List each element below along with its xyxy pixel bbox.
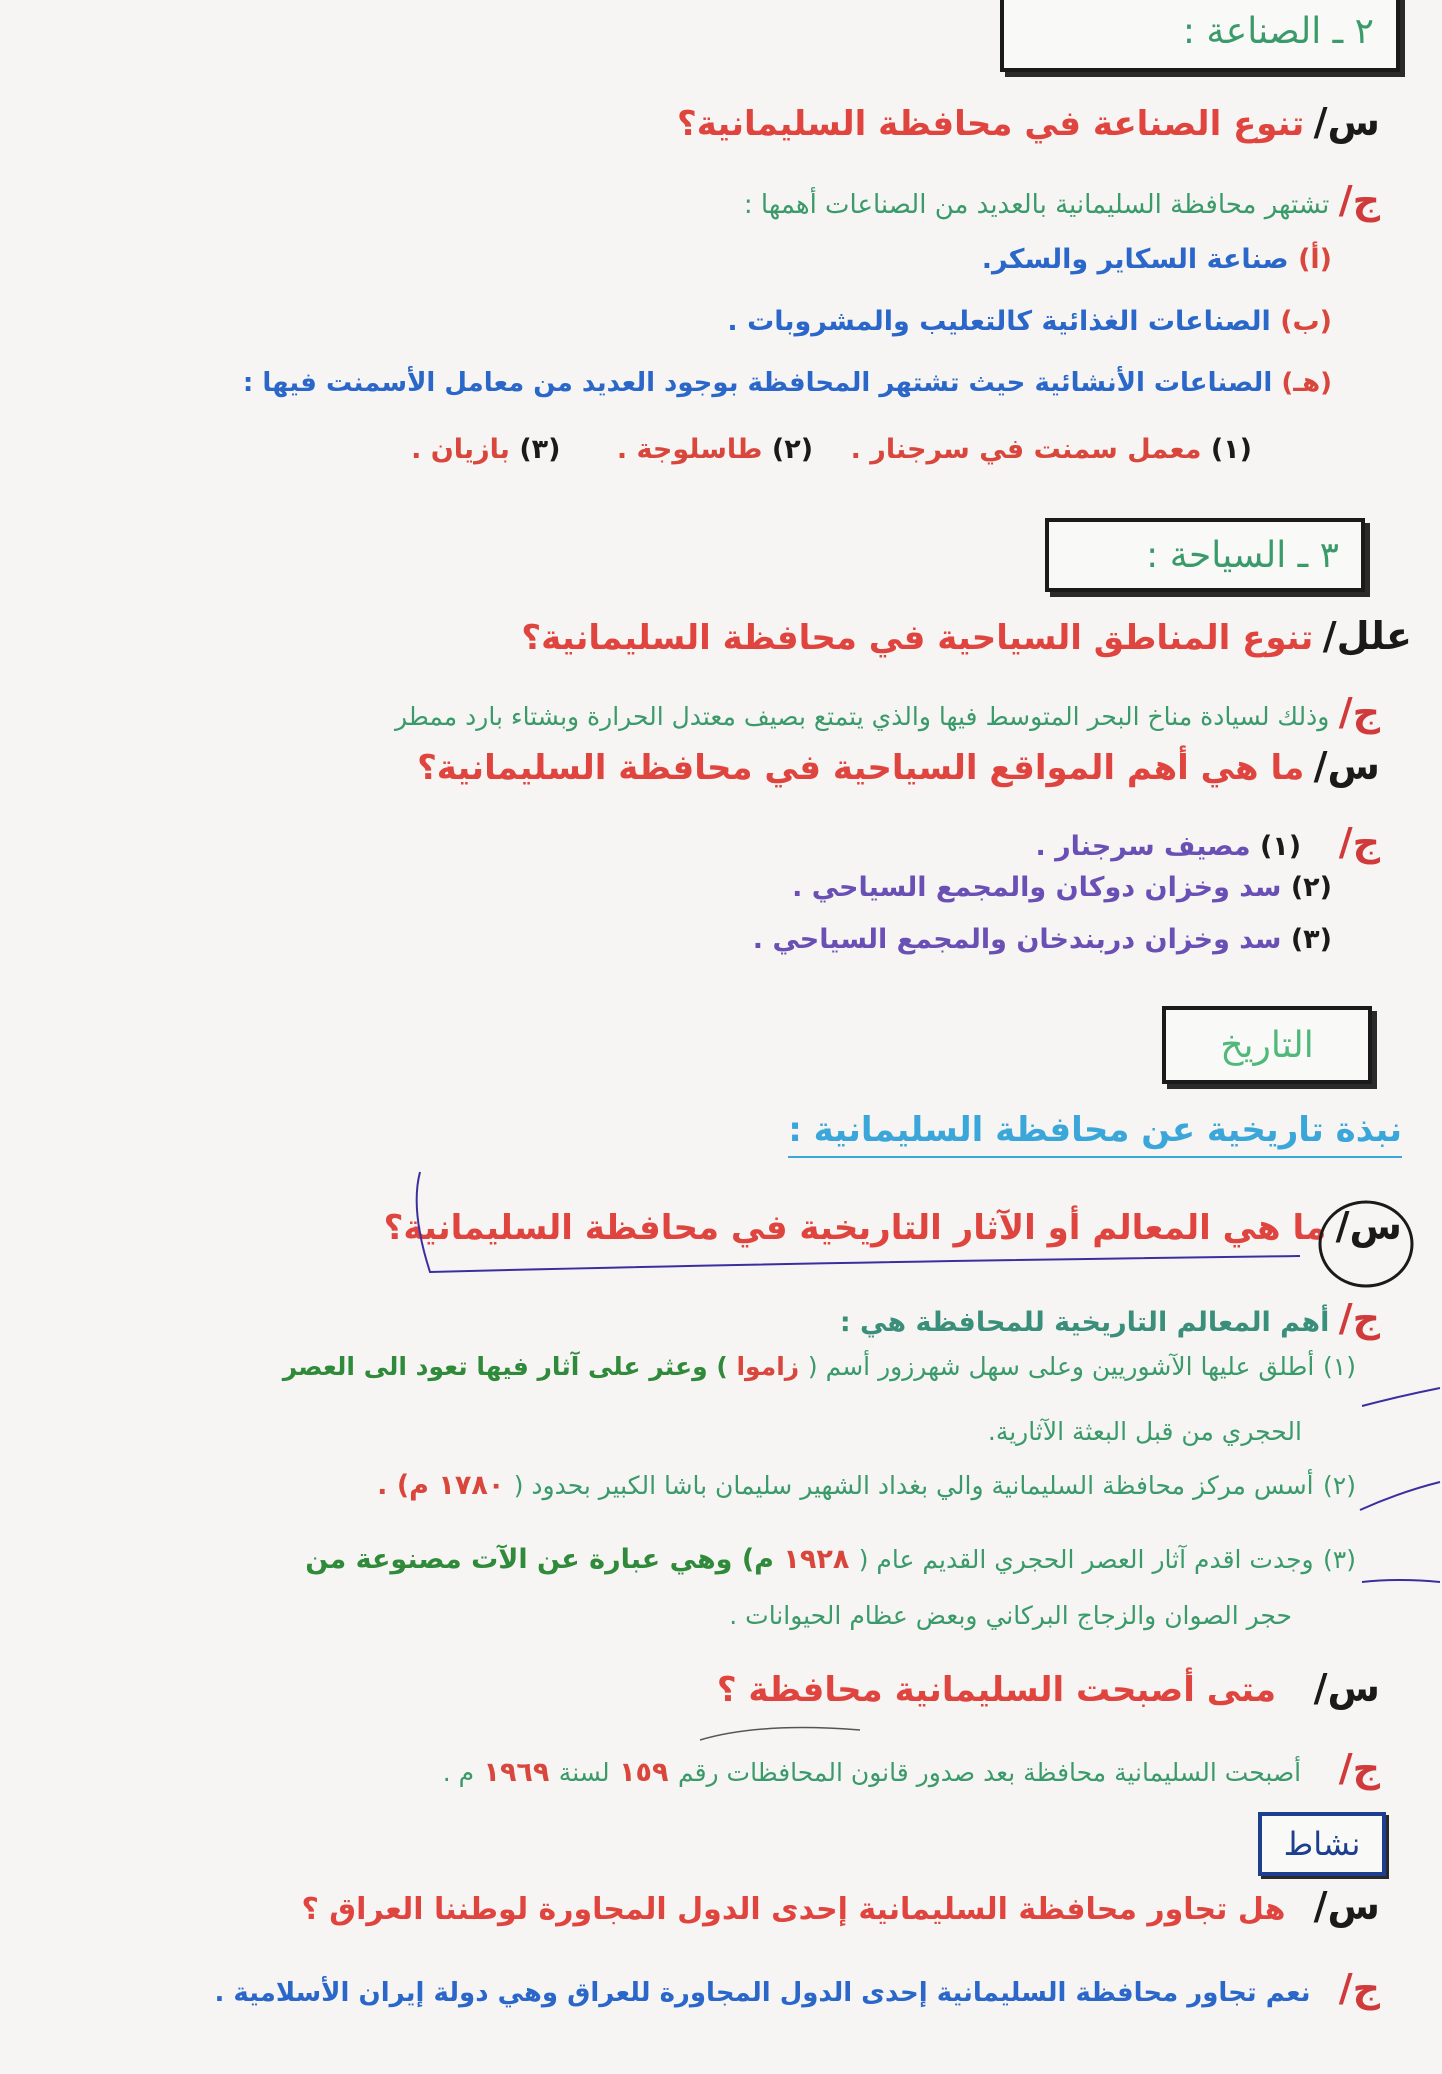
history-answer-intro-text: أهم المعالم التاريخية للمحافظة هي : xyxy=(839,1307,1330,1338)
answer-marker: ج/ xyxy=(1338,1296,1380,1340)
item-label: (أ) xyxy=(1298,244,1332,275)
activity-section-title: نشاط xyxy=(1283,1825,1361,1863)
history-point-3-cont xyxy=(729,1600,1292,1631)
activity-answer xyxy=(214,1966,1380,2010)
point-number: (١) xyxy=(1323,1352,1356,1381)
tourism-sites-text: ما هي أهم المواقع السياحية في محافظة السليمانية؟ xyxy=(417,748,1305,788)
point-text-b: م) . xyxy=(377,1470,429,1501)
tourism-sites-question xyxy=(417,744,1380,788)
question-marker: س/ xyxy=(1313,1884,1380,1928)
history-subtitle xyxy=(788,1110,1402,1158)
history-question-2-text: متى أصبحت السليمانية محافظة ؟ xyxy=(716,1670,1277,1710)
point-year: ١٧٨٠ xyxy=(438,1470,505,1501)
history-answer-intro xyxy=(840,1296,1380,1340)
history-section-title: التاريخ xyxy=(1220,1024,1314,1066)
activity-answer-text: نعم تجاور محافظة السليمانية إحدى الدول المجاورة للعراق وهي دولة إيران الأسلامية . xyxy=(214,1978,1311,2008)
tourism-why-answer xyxy=(395,690,1380,734)
item-text: الصناعات الغذائية كالتعليب والمشروبات . xyxy=(727,306,1271,337)
item-label: (ب) xyxy=(1280,306,1332,337)
plant-number: (٣) xyxy=(519,434,561,465)
point-text-a: وجدت اقدم آثار العصر الحجري القديم عام ( xyxy=(858,1545,1314,1574)
activity-question-text: هل تجاور محافظة السليمانية إحدى الدول المجاورة لوطننا العراق ؟ xyxy=(301,1892,1286,1927)
margin-stroke-2 xyxy=(1360,1482,1440,1510)
question-marker: س/ xyxy=(1313,744,1380,788)
law-year: ١٩٦٩ xyxy=(483,1757,550,1788)
industry-question xyxy=(677,100,1380,144)
point-text-a: أسس مركز محافظة السليمانية والي بغداد الشهير سليمان باشا الكبير بحدود ( xyxy=(513,1471,1314,1500)
tourism-site-3 xyxy=(753,924,1332,955)
answer-text-a: أصبحت السليمانية محافظة بعد صدور قانون المحافظات رقم xyxy=(677,1758,1302,1787)
history-question-1 xyxy=(384,1204,1402,1248)
answer-marker: ج/ xyxy=(1338,690,1380,734)
answer-text-c: م . xyxy=(442,1758,475,1787)
history-question-2 xyxy=(717,1666,1380,1710)
industry-item-a xyxy=(982,244,1332,275)
point-text-c: حجر الصوان والزجاج البركاني وبعض عظام الحيوانات . xyxy=(729,1601,1292,1630)
industry-answer-text: تشتهر محافظة السليمانية بالعديد من الصناعات أهمها : xyxy=(743,190,1330,220)
site-number: (٢) xyxy=(1290,872,1332,903)
point-text-b: م) وهي عبارة عن الآت مصنوعة من xyxy=(305,1544,774,1575)
site-number: (١) xyxy=(1259,831,1302,862)
history-point-1 xyxy=(283,1352,1356,1381)
question-marker: س/ xyxy=(1335,1204,1402,1248)
answer-marker: ج/ xyxy=(1338,1746,1380,1790)
point-number: (٢) xyxy=(1323,1471,1356,1500)
industry-section-title: ٢ ـ الصناعة : xyxy=(1182,10,1374,52)
history-subtitle-text: نبذة تاريخية عن محافظة السليمانية : xyxy=(788,1110,1402,1150)
item-text: الصناعات الأنشائية حيث تشتهر المحافظة بوجود العديد من معامل الأسمنت فيها : xyxy=(242,368,1273,398)
answer-marker: ج/ xyxy=(1338,820,1380,864)
history-point-1-cont xyxy=(988,1416,1302,1447)
answer-marker: ج/ xyxy=(1338,1966,1380,2010)
point-name: زاموا xyxy=(736,1352,800,1381)
margin-stroke-1 xyxy=(1362,1388,1440,1406)
tourism-section-title: ٣ ـ السياحة : xyxy=(1146,534,1339,576)
tourism-site-2 xyxy=(792,872,1332,903)
site-name: سد وخزان دوكان والمجمع السياحي . xyxy=(792,872,1282,903)
underline-curve xyxy=(700,1728,860,1740)
site-number: (٣) xyxy=(1290,924,1332,955)
plant-name: طاسلوجة . xyxy=(616,434,763,465)
history-point-3 xyxy=(305,1544,1356,1575)
history-section-box xyxy=(1162,1006,1372,1084)
industry-question-text: تنوع الصناعة في محافظة السليمانية؟ xyxy=(677,104,1305,144)
history-answer-2 xyxy=(443,1746,1380,1790)
answer-text-b: لسنة xyxy=(558,1758,610,1787)
question-marker: س/ xyxy=(1313,1666,1380,1710)
point-text-c: الحجري من قبل البعثة الآثارية. xyxy=(987,1417,1302,1446)
margin-stroke-3 xyxy=(1362,1580,1440,1582)
industry-section-box xyxy=(1000,0,1400,72)
tourism-why-text: تنوع المناطق السياحية في محافظة السليمانية؟ xyxy=(521,618,1314,658)
plant-name: معمل سمنت في سرجنار . xyxy=(850,434,1202,465)
answer-marker: ج/ xyxy=(1338,178,1380,222)
tourism-why-answer-text: وذلك لسيادة مناخ البحر المتوسط فيها والذي يتمتع بصيف معتدل الحرارة وبشتاء بارد ممطر xyxy=(395,702,1330,731)
history-point-2 xyxy=(377,1470,1356,1501)
history-question-text: ما هي المعالم أو الآثار التاريخية في محافظة السليمانية؟ xyxy=(383,1208,1327,1248)
point-text-a: أطلق عليها الآشوريين وعلى سهل شهرزور أسم ( xyxy=(807,1352,1315,1381)
point-year: ١٩٢٨ xyxy=(783,1544,850,1575)
tourism-site-1 xyxy=(1035,820,1380,864)
activity-section-box xyxy=(1258,1812,1386,1876)
item-text: صناعة السكاير والسكر. xyxy=(981,244,1289,275)
why-marker: علل/ xyxy=(1322,614,1412,658)
point-number: (٣) xyxy=(1323,1545,1356,1574)
law-number: ١٥٩ xyxy=(619,1757,669,1788)
industry-item-b xyxy=(727,306,1332,337)
tourism-why-question xyxy=(521,614,1412,658)
industry-item-h xyxy=(243,368,1332,398)
plant-number: (٢) xyxy=(771,434,814,465)
plant-number: (١) xyxy=(1210,434,1252,465)
item-label: (هـ) xyxy=(1281,368,1332,398)
point-text-b: ) وعثر على آثار فيها تعود الى العصر xyxy=(282,1352,728,1381)
plant-name: بازيان . xyxy=(411,434,510,465)
question-marker: س/ xyxy=(1313,100,1380,144)
industry-answer-intro xyxy=(744,178,1380,222)
cement-plants-row xyxy=(411,434,1252,465)
tourism-section-box xyxy=(1045,518,1365,592)
activity-question xyxy=(301,1884,1380,1928)
site-name: سد وخزان دربندخان والمجمع السياحي . xyxy=(752,924,1282,955)
site-name: مصيف سرجنار . xyxy=(1035,831,1251,862)
